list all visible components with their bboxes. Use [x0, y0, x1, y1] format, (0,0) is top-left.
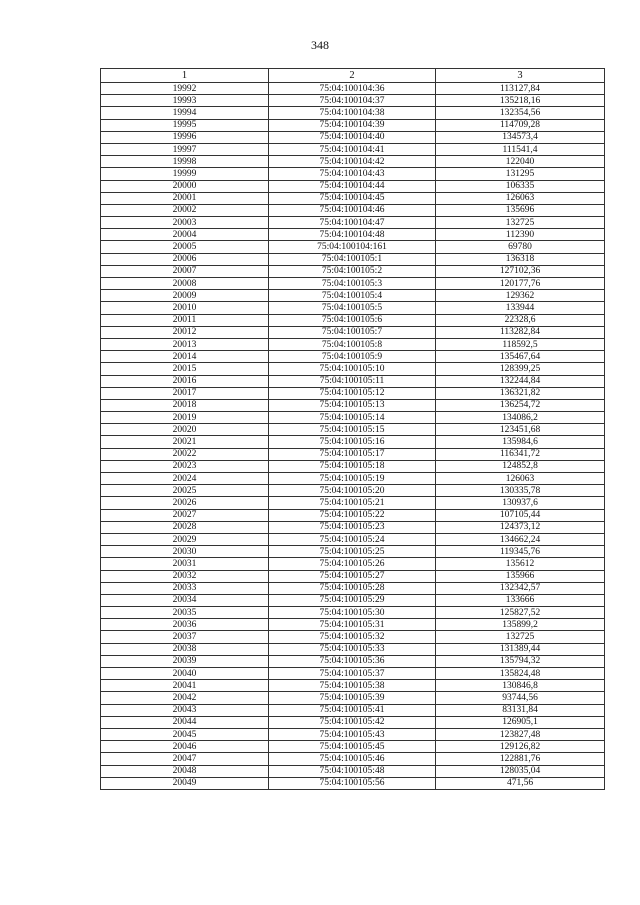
table-row [101, 558, 605, 570]
row-number-cell: 20036 [101, 619, 269, 631]
table-row [101, 338, 605, 350]
table-row [101, 460, 605, 472]
row-number-cell: 20037 [101, 631, 269, 643]
table-row [101, 241, 605, 253]
table-row [101, 229, 605, 241]
row-number-cell: 20030 [101, 546, 269, 558]
table-row [101, 704, 605, 716]
row-number-cell: 20011 [101, 314, 269, 326]
table-row [101, 594, 605, 606]
table-row [101, 521, 605, 533]
row-number-cell: 20025 [101, 485, 269, 497]
table-row [101, 363, 605, 375]
cadastral-number-cell: 75:04:100104:48 [269, 229, 436, 241]
cadastral-value-cell: 136254,72 [436, 399, 605, 411]
row-number-cell: 20042 [101, 692, 269, 704]
cadastral-number-cell: 75:04:100105:21 [269, 497, 436, 509]
row-number-cell: 20016 [101, 375, 269, 387]
cadastral-value-cell: 136321,82 [436, 387, 605, 399]
cadastral-number-cell: 75:04:100105:56 [269, 777, 436, 789]
row-number-cell: 20034 [101, 594, 269, 606]
cadastral-value-cell: 119345,76 [436, 546, 605, 558]
cadastral-number-cell: 75:04:100105:17 [269, 448, 436, 460]
cadastral-value-cell: 136318 [436, 253, 605, 265]
row-number-cell: 20015 [101, 363, 269, 375]
cadastral-value-cell: 135696 [436, 204, 605, 216]
cadastral-number-cell: 75:04:100104:40 [269, 131, 436, 143]
cadastral-number-cell: 75:04:100105:19 [269, 473, 436, 485]
cadastral-value-cell: 135794,32 [436, 655, 605, 667]
cadastral-value-cell: 122040 [436, 156, 605, 168]
cadastral-number-cell: 75:04:100105:16 [269, 436, 436, 448]
cadastral-number-cell: 75:04:100104:43 [269, 168, 436, 180]
cadastral-value-cell: 129362 [436, 290, 605, 302]
cadastral-value-cell: 132244,84 [436, 375, 605, 387]
row-number-cell: 19997 [101, 143, 269, 155]
cadastral-number-cell: 75:04:100105:33 [269, 643, 436, 655]
cadastral-number-cell: 75:04:100105:24 [269, 533, 436, 545]
table-row [101, 497, 605, 509]
table-row [101, 95, 605, 107]
row-number-cell: 20019 [101, 412, 269, 424]
cadastral-value-cell: 132725 [436, 217, 605, 229]
row-number-cell: 20027 [101, 509, 269, 521]
row-number-cell: 19996 [101, 131, 269, 143]
table-row [101, 290, 605, 302]
cadastral-value-cell: 124373,12 [436, 521, 605, 533]
cadastral-value-cell: 130335,78 [436, 485, 605, 497]
cadastral-value-cell: 130846,8 [436, 680, 605, 692]
cadastral-number-cell: 75:04:100105:15 [269, 424, 436, 436]
cadastral-number-cell: 75:04:100105:48 [269, 765, 436, 777]
table-row [101, 326, 605, 338]
cadastral-value-cell: 134573,4 [436, 131, 605, 143]
row-number-cell: 20002 [101, 204, 269, 216]
row-number-cell: 20003 [101, 217, 269, 229]
cadastral-value-cell: 107105,44 [436, 509, 605, 521]
cadastral-value-cell: 126063 [436, 473, 605, 485]
cadastral-value-cell: 135966 [436, 570, 605, 582]
table-row [101, 168, 605, 180]
cadastral-number-cell: 75:04:100104:37 [269, 95, 436, 107]
row-number-cell: 20004 [101, 229, 269, 241]
table-row [101, 119, 605, 131]
cadastral-number-cell: 75:04:100105:9 [269, 351, 436, 363]
table-row [101, 424, 605, 436]
cadastral-number-cell: 75:04:100105:4 [269, 290, 436, 302]
row-number-cell: 20044 [101, 716, 269, 728]
table-row [101, 351, 605, 363]
cadastral-number-cell: 75:04:100104:44 [269, 180, 436, 192]
cadastral-value-cell: 123451,68 [436, 424, 605, 436]
table-body [101, 83, 605, 790]
table-row [101, 156, 605, 168]
row-number-cell: 20007 [101, 265, 269, 277]
row-number-cell: 19998 [101, 156, 269, 168]
cadastral-number-cell: 75:04:100105:3 [269, 278, 436, 290]
cadastral-value-cell: 131389,44 [436, 643, 605, 655]
row-number-cell: 20010 [101, 302, 269, 314]
cadastral-number-cell: 75:04:100104:41 [269, 143, 436, 155]
row-number-cell: 20043 [101, 704, 269, 716]
cadastral-value-cell: 113282,84 [436, 326, 605, 338]
cadastral-value-table [100, 68, 605, 790]
table-row [101, 741, 605, 753]
table-row [101, 643, 605, 655]
cadastral-number-cell: 75:04:100105:25 [269, 546, 436, 558]
cadastral-value-cell: 114709,28 [436, 119, 605, 131]
table-row [101, 399, 605, 411]
cadastral-value-cell: 129126,82 [436, 741, 605, 753]
row-number-cell: 20033 [101, 582, 269, 594]
row-number-cell: 20000 [101, 180, 269, 192]
row-number-cell: 20013 [101, 338, 269, 350]
table-row [101, 485, 605, 497]
row-number-cell: 20006 [101, 253, 269, 265]
row-number-cell: 20001 [101, 192, 269, 204]
cadastral-value-cell: 123827,48 [436, 728, 605, 740]
cadastral-value-cell: 135824,48 [436, 668, 605, 680]
cadastral-number-cell: 75:04:100105:6 [269, 314, 436, 326]
cadastral-number-cell: 75:04:100105:14 [269, 412, 436, 424]
table-row [101, 131, 605, 143]
cadastral-number-cell: 75:04:100105:12 [269, 387, 436, 399]
cadastral-number-cell: 75:04:100105:2 [269, 265, 436, 277]
table-row [101, 278, 605, 290]
row-number-cell: 20024 [101, 473, 269, 485]
table-row [101, 436, 605, 448]
row-number-cell: 19999 [101, 168, 269, 180]
table-row [101, 83, 605, 95]
cadastral-number-cell: 75:04:100105:31 [269, 619, 436, 631]
table-row [101, 412, 605, 424]
cadastral-number-cell: 75:04:100105:41 [269, 704, 436, 716]
cadastral-value-cell: 128399,25 [436, 363, 605, 375]
cadastral-value-cell: 135984,6 [436, 436, 605, 448]
cadastral-value-cell: 118592,5 [436, 338, 605, 350]
table-row [101, 607, 605, 619]
row-number-cell: 19995 [101, 119, 269, 131]
table-row [101, 570, 605, 582]
table-row [101, 765, 605, 777]
row-number-cell: 20020 [101, 424, 269, 436]
table-row [101, 533, 605, 545]
row-number-cell: 20048 [101, 765, 269, 777]
row-number-cell: 20012 [101, 326, 269, 338]
cadastral-value-cell: 131295 [436, 168, 605, 180]
cadastral-number-cell: 75:04:100105:18 [269, 460, 436, 472]
row-number-cell: 20009 [101, 290, 269, 302]
column-header-3: 3 [436, 69, 605, 83]
table-row [101, 631, 605, 643]
cadastral-number-cell: 75:04:100104:46 [269, 204, 436, 216]
table-row [101, 375, 605, 387]
cadastral-value-cell: 111541,4 [436, 143, 605, 155]
table-row [101, 387, 605, 399]
table-row [101, 546, 605, 558]
cadastral-value-cell: 134662,24 [436, 533, 605, 545]
cadastral-value-cell: 132725 [436, 631, 605, 643]
table-row [101, 582, 605, 594]
row-number-cell: 20046 [101, 741, 269, 753]
cadastral-value-cell: 69780 [436, 241, 605, 253]
row-number-cell: 20026 [101, 497, 269, 509]
row-number-cell: 20040 [101, 668, 269, 680]
cadastral-number-cell: 75:04:100105:38 [269, 680, 436, 692]
table-row [101, 728, 605, 740]
cadastral-value-cell: 93744,56 [436, 692, 605, 704]
table-row [101, 692, 605, 704]
row-number-cell: 20017 [101, 387, 269, 399]
cadastral-number-cell: 75:04:100104:42 [269, 156, 436, 168]
table-header-row [101, 69, 605, 83]
cadastral-number-cell: 75:04:100104:38 [269, 107, 436, 119]
cadastral-value-cell: 135467,64 [436, 351, 605, 363]
cadastral-value-cell: 133944 [436, 302, 605, 314]
row-number-cell: 20032 [101, 570, 269, 582]
cadastral-number-cell: 75:04:100104:161 [269, 241, 436, 253]
cadastral-number-cell: 75:04:100105:1 [269, 253, 436, 265]
table-row [101, 314, 605, 326]
cadastral-value-cell: 83131,84 [436, 704, 605, 716]
row-number-cell: 20014 [101, 351, 269, 363]
cadastral-value-cell: 125827,52 [436, 607, 605, 619]
cadastral-number-cell: 75:04:100105:43 [269, 728, 436, 740]
table-row [101, 302, 605, 314]
cadastral-number-cell: 75:04:100105:20 [269, 485, 436, 497]
table-row [101, 668, 605, 680]
table-row [101, 509, 605, 521]
cadastral-value-cell: 132342,57 [436, 582, 605, 594]
cadastral-number-cell: 75:04:100104:47 [269, 217, 436, 229]
cadastral-value-cell: 122881,76 [436, 753, 605, 765]
cadastral-number-cell: 75:04:100105:46 [269, 753, 436, 765]
table-row [101, 716, 605, 728]
cadastral-number-cell: 75:04:100105:7 [269, 326, 436, 338]
row-number-cell: 20005 [101, 241, 269, 253]
row-number-cell: 20041 [101, 680, 269, 692]
table-row [101, 619, 605, 631]
cadastral-number-cell: 75:04:100105:8 [269, 338, 436, 350]
row-number-cell: 20039 [101, 655, 269, 667]
cadastral-number-cell: 75:04:100105:39 [269, 692, 436, 704]
cadastral-value-cell: 132354,56 [436, 107, 605, 119]
cadastral-value-cell: 127102,36 [436, 265, 605, 277]
row-number-cell: 20049 [101, 777, 269, 789]
cadastral-value-cell: 124852,8 [436, 460, 605, 472]
row-number-cell: 20045 [101, 728, 269, 740]
row-number-cell: 20031 [101, 558, 269, 570]
cadastral-value-cell: 126905,1 [436, 716, 605, 728]
table-row [101, 655, 605, 667]
row-number-cell: 20035 [101, 607, 269, 619]
cadastral-value-cell: 130937,6 [436, 497, 605, 509]
cadastral-value-cell: 116341,72 [436, 448, 605, 460]
cadastral-number-cell: 75:04:100105:23 [269, 521, 436, 533]
row-number-cell: 19993 [101, 95, 269, 107]
row-number-cell: 20021 [101, 436, 269, 448]
table-row [101, 777, 605, 789]
cadastral-number-cell: 75:04:100105:5 [269, 302, 436, 314]
row-number-cell: 20023 [101, 460, 269, 472]
row-number-cell: 20022 [101, 448, 269, 460]
cadastral-value-cell: 133666 [436, 594, 605, 606]
cadastral-number-cell: 75:04:100105:11 [269, 375, 436, 387]
row-number-cell: 20038 [101, 643, 269, 655]
cadastral-value-cell: 22328,6 [436, 314, 605, 326]
cadastral-number-cell: 75:04:100105:10 [269, 363, 436, 375]
cadastral-number-cell: 75:04:100104:39 [269, 119, 436, 131]
cadastral-number-cell: 75:04:100105:28 [269, 582, 436, 594]
cadastral-value-cell: 135899,2 [436, 619, 605, 631]
cadastral-number-cell: 75:04:100105:45 [269, 741, 436, 753]
table-row [101, 753, 605, 765]
row-number-cell: 20028 [101, 521, 269, 533]
row-number-cell: 20008 [101, 278, 269, 290]
row-number-cell: 20029 [101, 533, 269, 545]
cadastral-number-cell: 75:04:100105:36 [269, 655, 436, 667]
table-row [101, 473, 605, 485]
cadastral-number-cell: 75:04:100104:36 [269, 83, 436, 95]
table-row [101, 680, 605, 692]
cadastral-value-cell: 128035,04 [436, 765, 605, 777]
cadastral-value-cell: 471,56 [436, 777, 605, 789]
table-row [101, 217, 605, 229]
cadastral-value-cell: 126063 [436, 192, 605, 204]
table-row [101, 107, 605, 119]
cadastral-number-cell: 75:04:100105:30 [269, 607, 436, 619]
cadastral-number-cell: 75:04:100105:42 [269, 716, 436, 728]
column-header-1: 1 [101, 69, 269, 83]
cadastral-value-cell: 135612 [436, 558, 605, 570]
row-number-cell: 20018 [101, 399, 269, 411]
column-header-2: 2 [269, 69, 436, 83]
row-number-cell: 19994 [101, 107, 269, 119]
table-row [101, 265, 605, 277]
row-number-cell: 19992 [101, 83, 269, 95]
cadastral-number-cell: 75:04:100105:29 [269, 594, 436, 606]
cadastral-value-cell: 120177,76 [436, 278, 605, 290]
cadastral-value-cell: 135218,16 [436, 95, 605, 107]
table-row [101, 192, 605, 204]
cadastral-number-cell: 75:04:100105:27 [269, 570, 436, 582]
cadastral-value-cell: 106335 [436, 180, 605, 192]
page-number: 348 [311, 38, 329, 52]
table-row [101, 143, 605, 155]
table-row [101, 204, 605, 216]
cadastral-number-cell: 75:04:100105:22 [269, 509, 436, 521]
table-row [101, 448, 605, 460]
cadastral-value-cell: 134086,2 [436, 412, 605, 424]
cadastral-number-cell: 75:04:100105:37 [269, 668, 436, 680]
table-row [101, 253, 605, 265]
cadastral-number-cell: 75:04:100105:13 [269, 399, 436, 411]
row-number-cell: 20047 [101, 753, 269, 765]
table-row [101, 180, 605, 192]
cadastral-number-cell: 75:04:100104:45 [269, 192, 436, 204]
cadastral-value-cell: 112390 [436, 229, 605, 241]
cadastral-number-cell: 75:04:100105:26 [269, 558, 436, 570]
cadastral-value-cell: 113127,84 [436, 83, 605, 95]
cadastral-number-cell: 75:04:100105:32 [269, 631, 436, 643]
